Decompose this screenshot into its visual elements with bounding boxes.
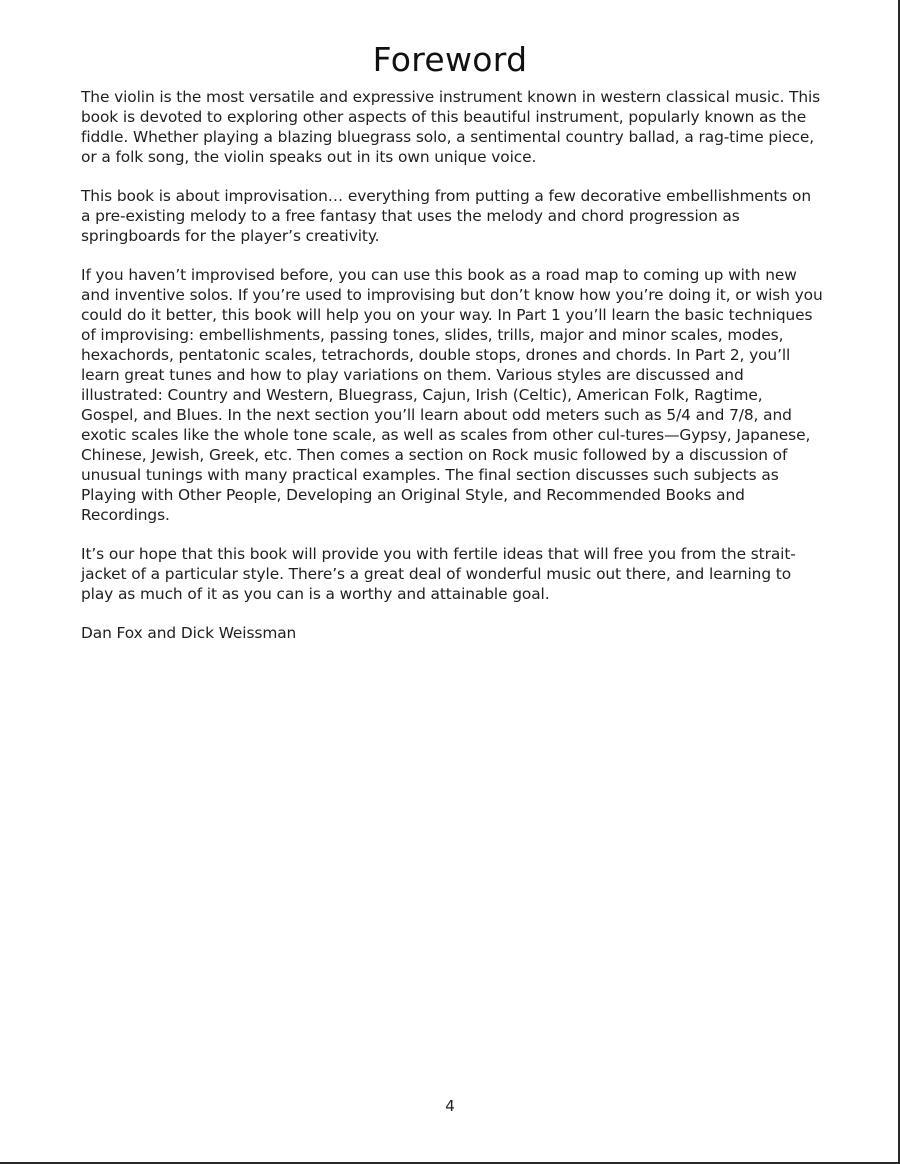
paragraph-closing-hope: It’s our hope that this book will provide you with fertile ideas that will free you from the strait-jacket of a particular style. There’s a great deal of wonderful music out there, and learning to play as much of it as you can is a worthy and attainable goal.: [81, 545, 796, 603]
paragraph-violin-intro: The violin is the most versatile and expressive instrument known in western classical music. This book is devoted to exploring other aspects of this beautiful instrument, popularly known as the fiddle. Whether playing a blazing bluegrass solo, a sentimental country ballad, a rag-time piece, or a folk song, the violin speaks out in its own unique voice.: [81, 88, 821, 166]
paragraph-book-contents: If you haven’t improvised before, you can use this book as a road map to coming up with new and inventive solos. If you’re used to improvising but don’t know how you’re doing it, or wish you could do it better, this book will help you on your way. In Part 1 you’ll learn the basic techniques of improvising: embellishments, passing tones, slides, trills, major and minor scales, modes, hexachords, pentatonic scales, tetrachords, double stops, drones and chords. In Part 2, you’ll learn great tunes and how to play variations on them. Various styles are discussed and illustrated: Country and Western, Bluegrass, Cajun, Irish (Celtic), American Folk, Ragtime, Gospel, and Blues. In the next section you’ll learn about odd meters such as 5/4 and 7/8, and exotic scales like the whole tone scale, as well as scales from other cul-tures—Gypsy, Japanese, Chinese, Jewish, Greek, etc. Then comes a section on Rock music followed by a discussion of unusual tunings with many practical examples. The final section discusses such subjects as Playing with Other People, Developing an Original Style, and Recommended Books and Recordings.: [81, 266, 823, 524]
paragraph-about-improvisation: This book is about improvisation… everything from putting a few decorative embellishments on a pre-existing melody to a free fantasy that uses the melody and chord progression as springboards for the player’s creativity.: [81, 187, 812, 245]
page-number: 4: [445, 1097, 455, 1115]
author-signature: Dan Fox and Dick Weissman: [81, 624, 297, 642]
foreword-body: [81, 87, 823, 662]
page-title: Foreword: [372, 40, 528, 79]
